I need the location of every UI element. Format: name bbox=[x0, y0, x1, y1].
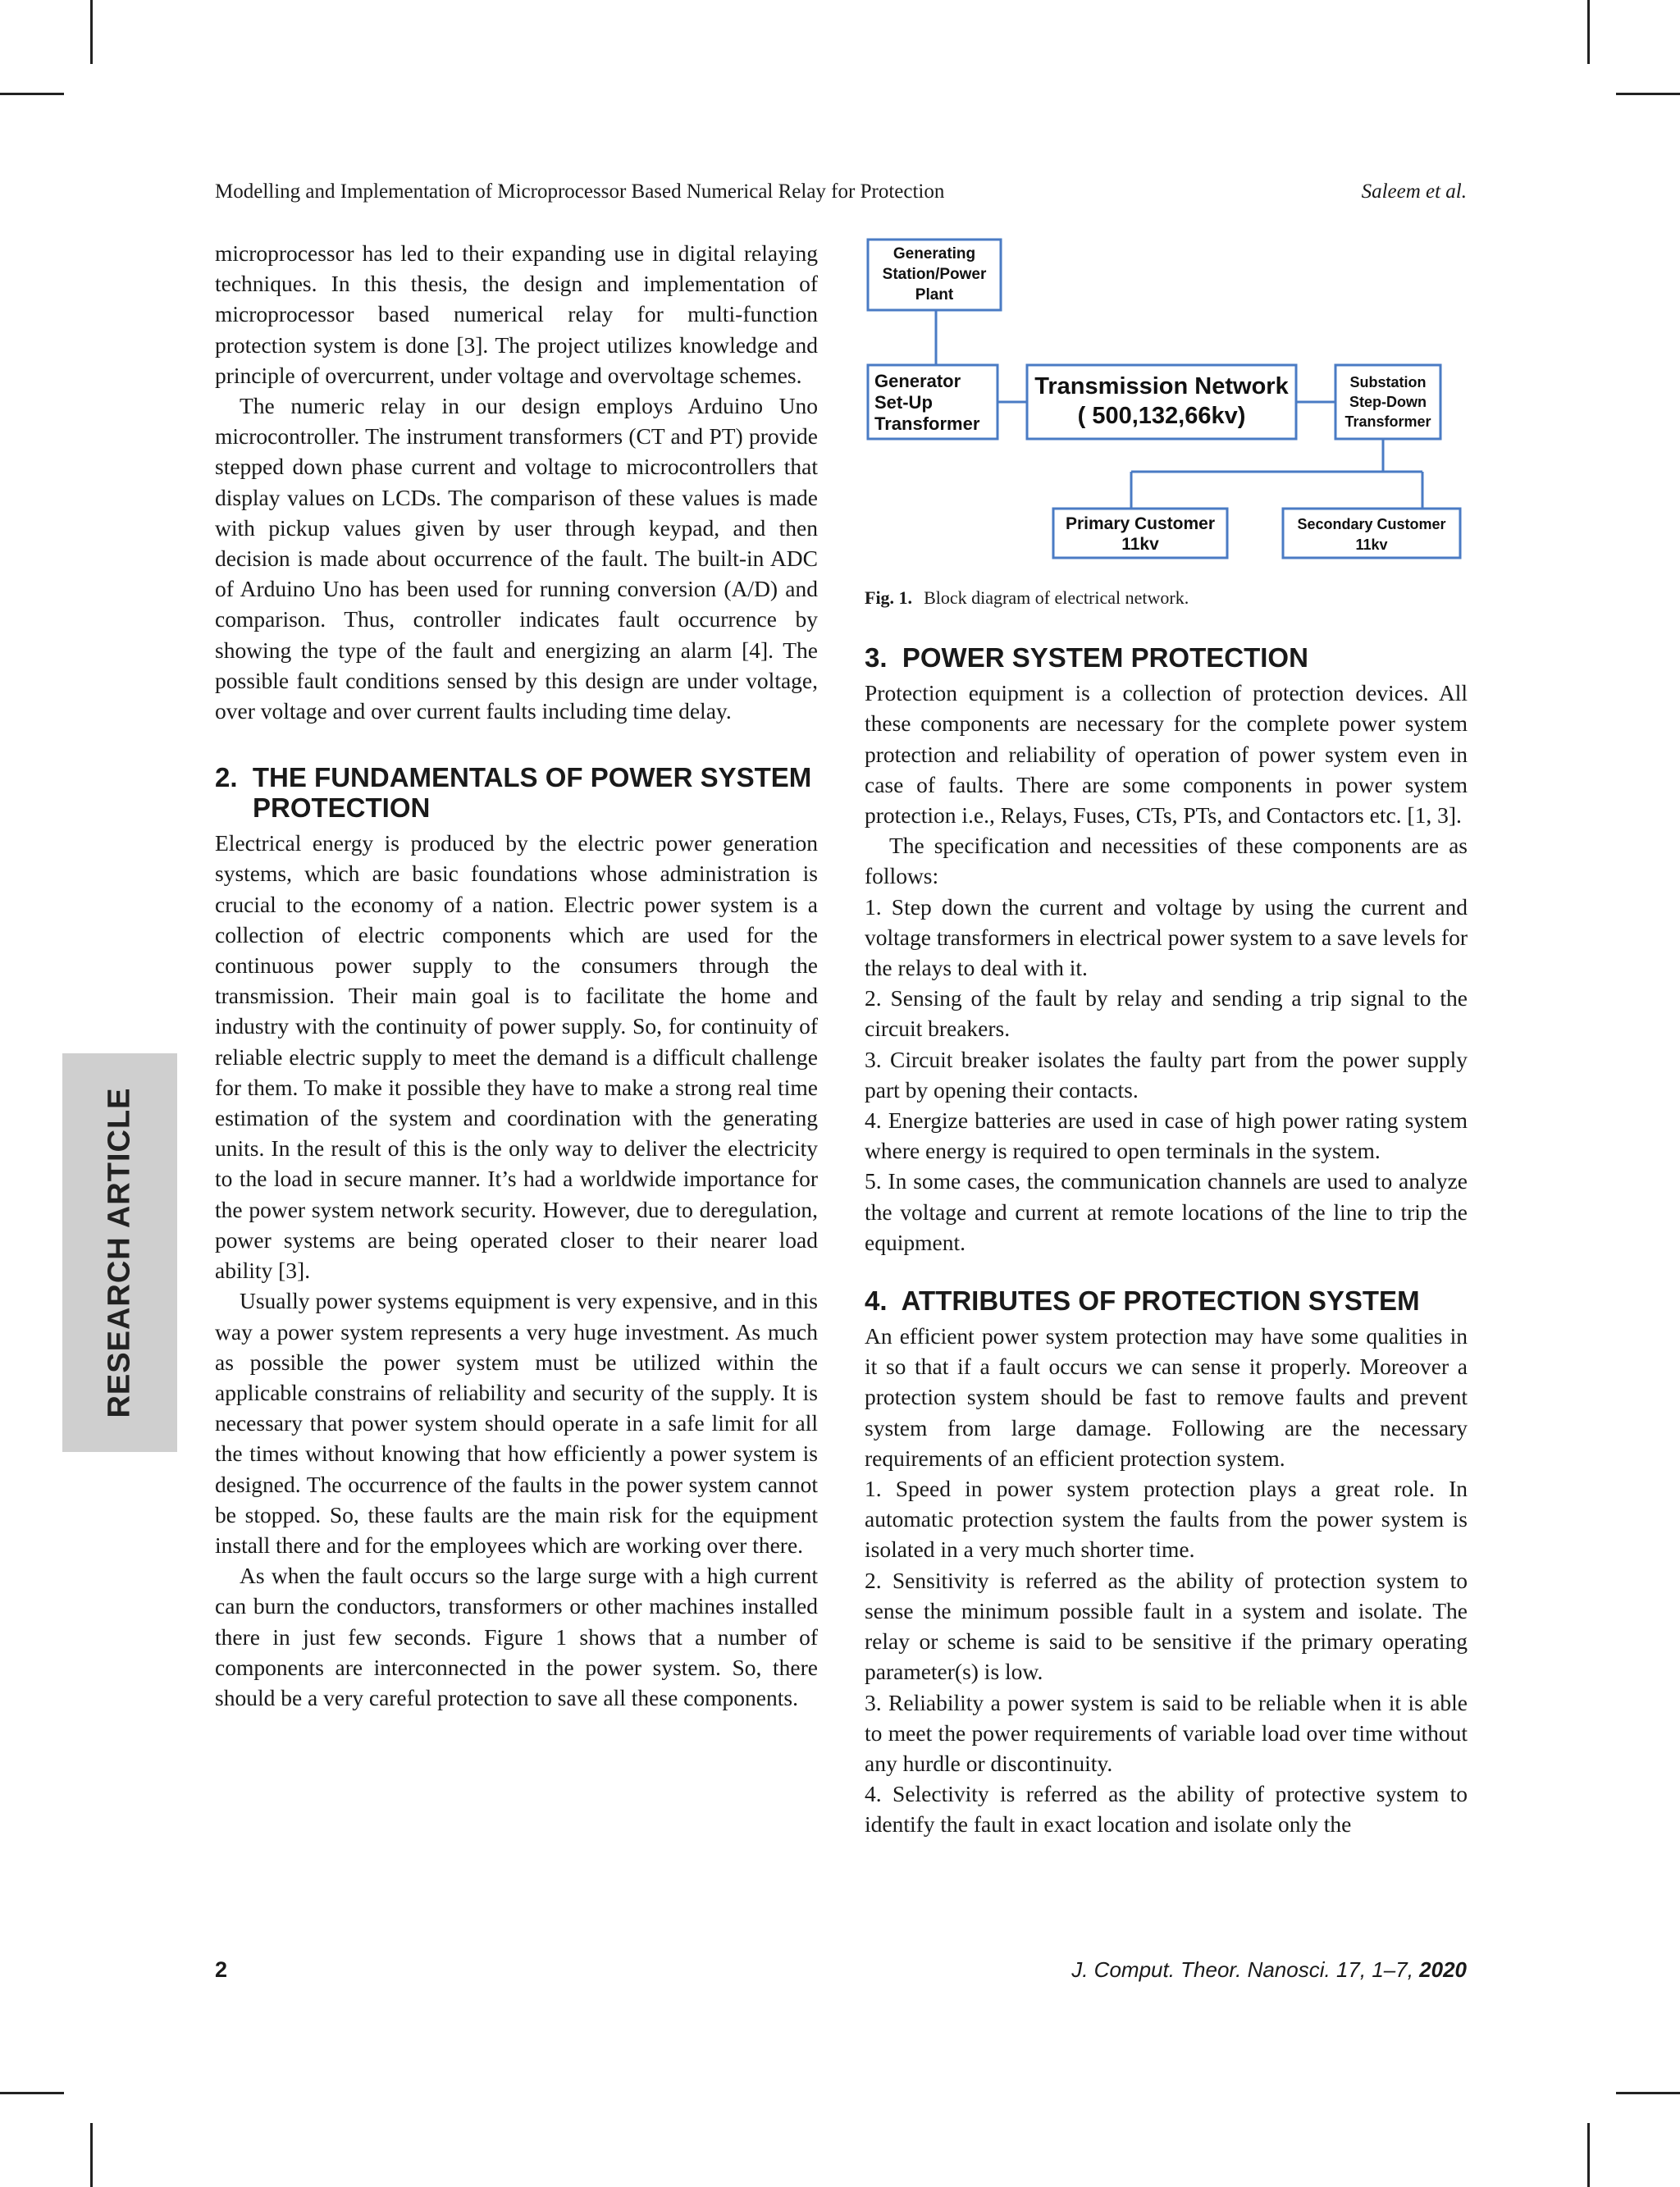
section-number: 3. bbox=[865, 642, 888, 673]
list-item: 3. Circuit breaker isolates the faulty part from the power supply part by opening their contacts. bbox=[865, 1046, 1468, 1103]
running-authors: Saleem et al. bbox=[1361, 180, 1467, 203]
paragraph: microprocessor has led to their expanding use in digital relaying techniques. In this thesis, the design and implementation of microprocessor based numerical relay for multi-function protection system is done [3]. The project utilizes knowledge and principle of overcurrent, under voltage and overvoltage schemes. bbox=[215, 240, 818, 388]
figure-1 bbox=[865, 238, 1468, 568]
figure-caption-text: Block diagram of electrical network. bbox=[924, 587, 1189, 608]
paragraph: As when the fault occurs so the large surge with a high current can burn the conductors, transformers or other machines installed there in just few seconds. Figure 1 shows that a number of components are interconnected in the power system. So, there should be a very careful protection to save all these components. bbox=[215, 1563, 818, 1710]
diagram-label: Generator bbox=[874, 371, 961, 391]
list-item: 2. Sensing of the fault by relay and sending a trip signal to the circuit breakers. bbox=[865, 985, 1468, 1042]
running-header bbox=[215, 180, 1467, 203]
section-heading-3 bbox=[865, 642, 1468, 673]
crop-mark bbox=[1616, 93, 1680, 95]
list-item: 1. Step down the current and voltage by using the current and voltage transformers in electrical power system to a save levels for the relays to deal with it. bbox=[865, 893, 1468, 981]
right-column bbox=[865, 238, 1468, 1840]
running-title: Modelling and Implementation of Microprocessor Based Numerical Relay for Protection bbox=[215, 180, 945, 203]
list-item: 4. Energize batteries are used in case of high power rating system where energy is required to open terminals in the system. bbox=[865, 1107, 1468, 1164]
figure-label: Fig. 1. bbox=[865, 587, 913, 608]
research-article-tab bbox=[62, 1053, 177, 1452]
diagram-label: Generating bbox=[892, 245, 976, 263]
paragraph: The numeric relay in our design employs Arduino Uno microcontroller. The instrument transformers (CT and PT) provide stepped down phase current and voltage to microcontrollers that display values on LCDs. The comparison of these values is made with pickup values given by user through keypad, and then decision is made about occurrence of the fault. The built-in ADC of Arduino Uno has been used for running conversion (A/D) and comparison. Thus, controller indicates fault occurrence by showing the type of the fault and energizing an alarm [4]. The possible fault conditions sensed by this design are under voltage, over voltage and over current faults including time delay. bbox=[215, 393, 818, 724]
diagram-label: Station/Power bbox=[882, 266, 987, 283]
list-item: 4. Selectivity is referred as the ability of protective system to identify the fault in exact location and isolate only the bbox=[865, 1781, 1468, 1838]
list-item: 2. Sensitivity is referred as the ability of protection system to sense the minimum possible fault in a system and isolate. The relay or scheme is said to be sensitive if the primary operating parameter(s) is low. bbox=[865, 1567, 1468, 1685]
section-title: THE FUNDAMENTALS OF POWER SYSTEM PROTECTION bbox=[252, 762, 812, 824]
diagram-label: Transformer bbox=[874, 413, 980, 434]
diagram-label: Plant bbox=[915, 286, 954, 304]
figure-caption bbox=[865, 582, 1468, 613]
diagram-label: Step-Down bbox=[1349, 394, 1427, 410]
crop-mark bbox=[1587, 0, 1590, 64]
journal-name: J. Comput. Theor. Nanosci. 17, 1–7, bbox=[1071, 1957, 1413, 1982]
diagram-label: Transmission Network bbox=[1034, 373, 1289, 400]
journal-citation bbox=[1071, 1957, 1467, 1983]
diagram-label: Substation bbox=[1349, 374, 1427, 390]
diagram-label: Primary Customer bbox=[1065, 514, 1216, 533]
section-title: POWER SYSTEM PROTECTION bbox=[902, 642, 1308, 673]
diagram-label: 11kv bbox=[1121, 535, 1159, 554]
crop-mark bbox=[0, 93, 64, 95]
list-item: 1. Speed in power system protection plays a great role. In automatic protection system the faults from the power system is isolated in a very much shorter time. bbox=[865, 1476, 1468, 1563]
section-title: ATTRIBUTES OF PROTECTION SYSTEM bbox=[901, 1285, 1420, 1317]
paragraph: The specification and necessities of these components are as follows: bbox=[865, 833, 1468, 889]
crop-mark bbox=[90, 0, 93, 64]
section-number: 4. bbox=[865, 1285, 888, 1317]
paragraph: Protection equipment is a collection of protection devices. All these components are necessary for the complete power system protection and reliability of operation of power system even in case of faults. There are some components in power system protection i.e., Relays, Fuses, CTs, PTs, and Contactors etc. [1, 3]. bbox=[865, 680, 1468, 829]
section-heading-2 bbox=[215, 762, 818, 823]
crop-mark bbox=[90, 2123, 93, 2187]
diagram-label: Transformer bbox=[1344, 413, 1431, 430]
block-diagram bbox=[865, 238, 1468, 568]
journal-year: 2020 bbox=[1419, 1957, 1467, 1982]
left-column bbox=[215, 238, 818, 1713]
diagram-label: Set-Up bbox=[874, 392, 933, 413]
section-number: 2. bbox=[215, 762, 238, 793]
list-item: 3. Reliability a power system is said to be reliable when it is able to meet the power requirements of variable load over time without any hurdle or discontinuity. bbox=[865, 1689, 1468, 1776]
paragraph: Usually power systems equipment is very expensive, and in this way a power system represents a very huge investment. As much as possible the power system must be utilized within the applicable constrains of reliability and security of the supply. It is necessary that power system should operate in a safe limit for all the times without knowing that how efficiently a power system is designed. The occurrence of the faults in the power system cannot be stopped. So, these faults are the main risk for the equipment install there and for the employees which are working over there. bbox=[215, 1288, 818, 1558]
diagram-label: 11kv bbox=[1355, 536, 1388, 553]
crop-mark bbox=[0, 2092, 64, 2094]
crop-mark bbox=[1616, 2092, 1680, 2094]
diagram-label: Secondary Customer bbox=[1297, 516, 1446, 532]
crop-mark bbox=[1587, 2123, 1590, 2187]
page-number: 2 bbox=[215, 1957, 228, 1982]
paragraph: An efficient power system protection may have some qualities in it so that if a fault occurs we can sense it properly. Moreover a protection system should be fast to remove faults and prevent system from large damage. Following are the necessary requirements of an efficient protection system. bbox=[865, 1323, 1468, 1471]
list-item: 5. In some cases, the communication channels are used to analyze the voltage and current at remote locations of the line to trip the equipment. bbox=[865, 1168, 1468, 1255]
section-heading-4 bbox=[865, 1285, 1468, 1316]
diagram-label: ( 500,132,66kv) bbox=[1077, 403, 1246, 429]
research-article-label: RESEARCH ARTICLE bbox=[102, 1087, 137, 1418]
paragraph: Electrical energy is produced by the electric power generation systems, which are basic foundations whose administration is crucial to the economy of a nation. Electric power system is a collection of electric components which are used for the continuous power supply to the consumers through the transmission. Their main goal is to facilitate the home and industry with the continuity of power supply. So, for continuity of reliable electric supply to meet the demand is a difficult challenge for them. To make it possible they have to make a strong real time estimation of the system and coordination with the generating units. In the result of this is the only way to deliver the electricity to the load in secure manner. It’s had a worldwide importance for the power system network security. However, due to deregulation, power systems are being operated closer to their nearer load ability [3]. bbox=[215, 830, 818, 1284]
